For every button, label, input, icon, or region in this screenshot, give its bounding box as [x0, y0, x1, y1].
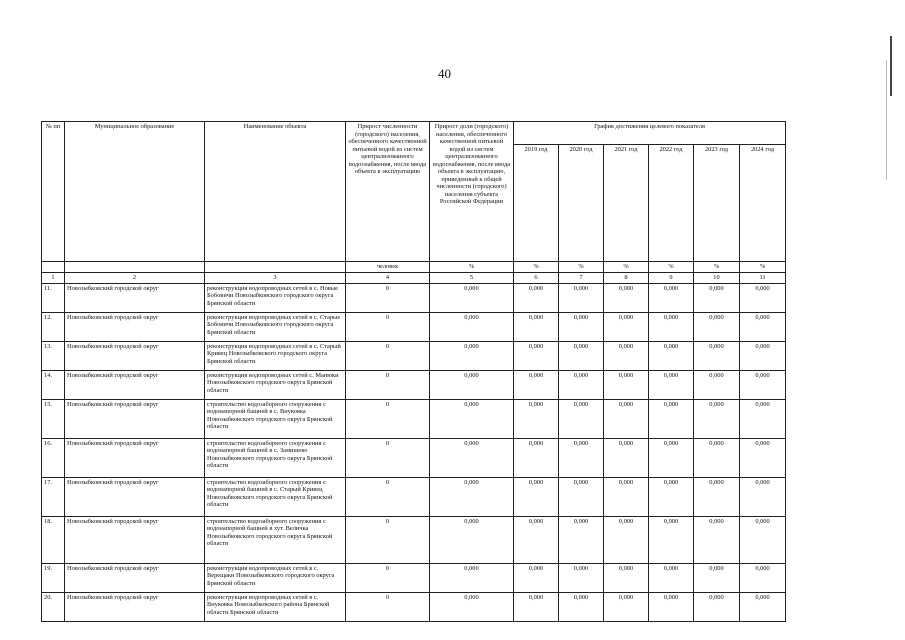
row-municipality: Новозыбковский городской округ: [65, 516, 205, 563]
row-year-value: 0,000: [649, 341, 694, 370]
row-number: 13.: [42, 341, 65, 370]
row-year-value: 0,000: [514, 283, 559, 312]
column-number-cell: 2: [65, 273, 205, 284]
units-cell: %: [649, 262, 694, 273]
header-municipality: Муниципальное образование: [65, 122, 205, 262]
row-year-value: 0,000: [649, 283, 694, 312]
row-people: 0: [346, 399, 430, 438]
row-year-value: 0,000: [649, 477, 694, 516]
row-year-value: 0,000: [514, 516, 559, 563]
row-object-name: реконструкция водопроводных сетей в с. Новые Бобовичи Новозыбковского городского округа Брянской области: [205, 283, 346, 312]
row-number: 19.: [42, 563, 65, 592]
row-year-value: 0,000: [740, 477, 786, 516]
row-number: 18.: [42, 516, 65, 563]
table-row: [42, 516, 786, 563]
row-year-value: 0,000: [604, 399, 649, 438]
header-year: 2020 год: [559, 145, 604, 262]
header-year: 2022 год: [649, 145, 694, 262]
scan-edge-mark: [890, 36, 892, 96]
column-number-cell: 8: [604, 273, 649, 284]
row-share: 0,000: [430, 477, 514, 516]
row-year-value: 0,000: [604, 516, 649, 563]
row-year-value: 0,000: [514, 370, 559, 399]
row-year-value: 0,000: [604, 592, 649, 621]
row-year-value: 0,000: [740, 370, 786, 399]
row-number: 12.: [42, 312, 65, 341]
row-year-value: 0,000: [740, 399, 786, 438]
header-year: 2024 год: [740, 145, 786, 262]
row-year-value: 0,000: [514, 477, 559, 516]
column-number-cell: 10: [694, 273, 740, 284]
units-row: [42, 262, 786, 273]
units-cell: %: [559, 262, 604, 273]
row-people: 0: [346, 312, 430, 341]
header-population-growth: Прирост численности (городского) населения, обеспеченного качественной питьевой водой из систем централизованного водоснабжения, после ввода объекта в эксплуатацию: [346, 122, 430, 262]
table-row: [42, 341, 786, 370]
row-year-value: 0,000: [559, 592, 604, 621]
column-numbers-row: [42, 273, 786, 284]
row-year-value: 0,000: [604, 341, 649, 370]
row-municipality: Новозыбковский городской округ: [65, 399, 205, 438]
row-people: 0: [346, 438, 430, 477]
header-object-name: Наименование объекта: [205, 122, 346, 262]
row-number: 15.: [42, 399, 65, 438]
row-people: 0: [346, 370, 430, 399]
row-year-value: 0,000: [514, 312, 559, 341]
row-year-value: 0,000: [740, 563, 786, 592]
table-row: [42, 563, 786, 592]
row-number: 11.: [42, 283, 65, 312]
row-year-value: 0,000: [559, 341, 604, 370]
units-cell-empty: [65, 262, 205, 273]
row-year-value: 0,000: [740, 283, 786, 312]
row-year-value: 0,000: [604, 370, 649, 399]
row-year-value: 0,000: [649, 563, 694, 592]
row-share: 0,000: [430, 370, 514, 399]
row-year-value: 0,000: [559, 477, 604, 516]
row-municipality: Новозыбковский городской округ: [65, 477, 205, 516]
row-year-value: 0,000: [694, 341, 740, 370]
row-year-value: 0,000: [694, 438, 740, 477]
row-municipality: Новозыбковский городской округ: [65, 283, 205, 312]
row-share: 0,000: [430, 592, 514, 621]
units-cell: %: [740, 262, 786, 273]
row-people: 0: [346, 283, 430, 312]
row-year-value: 0,000: [694, 370, 740, 399]
row-year-value: 0,000: [559, 563, 604, 592]
row-object-name: строительство водозаборного сооружения с водонапорной башней в с. Замишево Новозыбковского городского округа Брянской области: [205, 438, 346, 477]
column-number-cell: 6: [514, 273, 559, 284]
row-number: 16.: [42, 438, 65, 477]
row-year-value: 0,000: [559, 370, 604, 399]
header-schedule: График достижения целевого показателя: [514, 122, 786, 145]
row-people: 0: [346, 341, 430, 370]
column-number-cell: 3: [205, 273, 346, 284]
row-year-value: 0,000: [514, 592, 559, 621]
header-share-growth: Прирост доли (городского) населения, обеспеченного качественной питьевой водой из систем централизованного водоснабжения, после ввода объекта в эксплуатацию, приведенный к общей численности (городского) населения субъекта Российской Федерации: [430, 122, 514, 262]
row-share: 0,000: [430, 516, 514, 563]
row-year-value: 0,000: [649, 370, 694, 399]
row-year-value: 0,000: [694, 283, 740, 312]
row-object-name: реконструкция водопроводных сетей в с. Внуковка Новозыбковского района Брянской области Брянской области: [205, 592, 346, 621]
row-year-value: 0,000: [694, 312, 740, 341]
row-year-value: 0,000: [694, 477, 740, 516]
header-year: 2023 год: [694, 145, 740, 262]
row-number: 20.: [42, 592, 65, 621]
row-year-value: 0,000: [740, 592, 786, 621]
row-object-name: строительство водозаборного сооружения с водонапорной башней в хут. Величка Новозыбковского городского округа Брянской области: [205, 516, 346, 563]
row-year-value: 0,000: [694, 563, 740, 592]
column-number-cell: 7: [559, 273, 604, 284]
row-object-name: строительство водозаборного сооружения с водонапорной башней в с. Старый Кривец Новозыбковского городского округа Брянской области: [205, 477, 346, 516]
header-year: 2021 год: [604, 145, 649, 262]
row-municipality: Новозыбковский городской округ: [65, 370, 205, 399]
column-number-cell: 5: [430, 273, 514, 284]
row-object-name: реконструкция водопроводных сетей в с. Верещаки Новозыбковского городского округа Брянской области: [205, 563, 346, 592]
table-row: [42, 283, 786, 312]
row-year-value: 0,000: [604, 312, 649, 341]
row-share: 0,000: [430, 341, 514, 370]
row-year-value: 0,000: [649, 399, 694, 438]
table-row: [42, 370, 786, 399]
row-object-name: реконструкция водопроводных сетей с. Манюки Новозыбковского городского округа Брянской области: [205, 370, 346, 399]
row-year-value: 0,000: [559, 399, 604, 438]
target-indicator-table: [41, 121, 786, 622]
units-cell: человек: [346, 262, 430, 273]
row-object-name: реконструкция водопроводных сетей в с. Старый Кривец Новозыбковского городского округа Брянской области: [205, 341, 346, 370]
row-year-value: 0,000: [649, 312, 694, 341]
table-body: [42, 283, 786, 621]
units-cell: %: [694, 262, 740, 273]
row-year-value: 0,000: [559, 312, 604, 341]
scan-edge-shadow: [886, 60, 887, 180]
table-row: [42, 592, 786, 621]
row-municipality: Новозыбковский городской округ: [65, 592, 205, 621]
row-object-name: строительство водозаборного сооружения с водонапорной башней в с. Внуковка Новозыбковского городского округа Брянской области: [205, 399, 346, 438]
row-year-value: 0,000: [559, 283, 604, 312]
page-number: 40: [438, 66, 451, 81]
units-cell: %: [430, 262, 514, 273]
row-year-value: 0,000: [604, 563, 649, 592]
row-year-value: 0,000: [514, 438, 559, 477]
row-people: 0: [346, 592, 430, 621]
row-share: 0,000: [430, 312, 514, 341]
table-row: [42, 477, 786, 516]
row-municipality: Новозыбковский городской округ: [65, 563, 205, 592]
row-year-value: 0,000: [740, 312, 786, 341]
row-year-value: 0,000: [740, 341, 786, 370]
row-year-value: 0,000: [649, 516, 694, 563]
row-municipality: Новозыбковский городской округ: [65, 341, 205, 370]
row-municipality: Новозыбковский городской округ: [65, 438, 205, 477]
row-year-value: 0,000: [649, 438, 694, 477]
header-row: [42, 122, 786, 145]
row-share: 0,000: [430, 399, 514, 438]
row-year-value: 0,000: [514, 341, 559, 370]
row-year-value: 0,000: [694, 399, 740, 438]
row-year-value: 0,000: [649, 592, 694, 621]
row-object-name: реконструкция водопроводных сетей в с. Старые Бобовичи Новозыбковского городского округа Брянской области: [205, 312, 346, 341]
row-people: 0: [346, 563, 430, 592]
row-share: 0,000: [430, 563, 514, 592]
row-year-value: 0,000: [694, 592, 740, 621]
row-people: 0: [346, 477, 430, 516]
column-number-cell: 1: [42, 273, 65, 284]
column-number-cell: 9: [649, 273, 694, 284]
units-cell: %: [604, 262, 649, 273]
row-year-value: 0,000: [604, 438, 649, 477]
units-cell-empty: [205, 262, 346, 273]
row-number: 14.: [42, 370, 65, 399]
row-people: 0: [346, 516, 430, 563]
table-row: [42, 438, 786, 477]
row-year-value: 0,000: [559, 516, 604, 563]
row-year-value: 0,000: [740, 516, 786, 563]
row-year-value: 0,000: [514, 399, 559, 438]
header-year: 2019 год: [514, 145, 559, 262]
column-number-cell: 4: [346, 273, 430, 284]
row-year-value: 0,000: [740, 438, 786, 477]
row-year-value: 0,000: [694, 516, 740, 563]
row-year-value: 0,000: [514, 563, 559, 592]
column-number-cell: 11: [740, 273, 786, 284]
row-year-value: 0,000: [604, 477, 649, 516]
units-cell: %: [514, 262, 559, 273]
row-year-value: 0,000: [604, 283, 649, 312]
table-row: [42, 312, 786, 341]
row-year-value: 0,000: [559, 438, 604, 477]
row-number: 17.: [42, 477, 65, 516]
units-cell-empty: [42, 262, 65, 273]
table-row: [42, 399, 786, 438]
row-share: 0,000: [430, 438, 514, 477]
row-share: 0,000: [430, 283, 514, 312]
header-no: № пп: [42, 122, 65, 262]
row-municipality: Новозыбковский городской округ: [65, 312, 205, 341]
